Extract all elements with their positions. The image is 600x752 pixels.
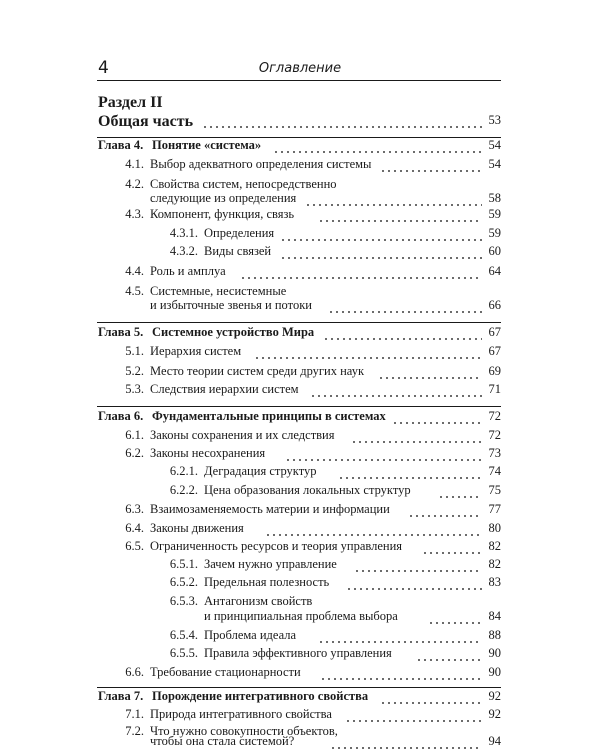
toc-entry-title: Иерархия систем: [150, 344, 242, 358]
dot-leader: [285, 459, 482, 461]
toc-entry-page: 75: [488, 483, 501, 497]
dot-leader: [310, 395, 482, 397]
toc-entry-title: Фундаментальные принципы в системах: [152, 409, 386, 423]
dot-leader: [422, 552, 482, 554]
section-number: 7.2.: [125, 724, 144, 738]
toc-entry-page: 82: [488, 539, 501, 553]
toc-entry-title: Общая часть: [98, 113, 194, 130]
toc-entry-title: Выбор адекватного определения системы: [150, 157, 372, 171]
dot-leader: [380, 170, 482, 172]
section-number: 6.3.: [125, 502, 144, 516]
dot-leader: [416, 659, 482, 661]
toc-entry[interactable]: [0, 502, 600, 520]
toc-entry-title: Роль и амплуа: [150, 264, 226, 278]
dot-leader: [202, 126, 482, 128]
toc-entry-title: Деградация структур: [204, 464, 317, 478]
dot-leader: [338, 477, 482, 479]
toc-entry-page: 90: [488, 665, 501, 679]
toc-entry[interactable]: [0, 382, 600, 400]
toc-entry-title: Системные, несистемные: [150, 284, 287, 298]
chapter-label: Глава 4.: [98, 138, 144, 152]
toc-entry-title: Зачем нужно управление: [204, 557, 337, 571]
chapter-rule: [97, 322, 501, 323]
section-number: 6.5.: [125, 539, 144, 553]
dot-leader: [323, 338, 482, 340]
toc-entry-continuation[interactable]: [0, 298, 600, 316]
section-number: 5.1.: [125, 344, 144, 358]
toc-entry[interactable]: [0, 226, 600, 244]
toc-entry-page: 67: [488, 325, 501, 339]
toc-entry-title-cont: и принципиальная проблема выбора: [204, 609, 398, 623]
toc-entry-title: Системное устройство Мира: [152, 325, 315, 339]
dot-leader: [392, 422, 482, 424]
toc-entry[interactable]: [0, 207, 600, 225]
toc-entry-continuation[interactable]: [0, 734, 600, 752]
toc-entry-title: Законы движения: [150, 521, 244, 535]
dot-leader: [330, 747, 482, 749]
toc-entry-page: 92: [488, 707, 501, 721]
toc-entry-title: Компонент, функция, связь: [150, 207, 295, 221]
dot-leader: [280, 239, 482, 241]
dot-leader: [280, 257, 482, 259]
toc-entry-page: 88: [488, 628, 501, 642]
toc-entry-page: 94: [488, 734, 501, 748]
toc-entry-page: 74: [488, 464, 501, 478]
toc-entry-title-cont: следующие из определения: [150, 191, 297, 205]
section-number: 6.4.: [125, 521, 144, 535]
subsection-number: 6.5.3.: [169, 594, 198, 608]
section-label: Раздел II: [98, 94, 163, 111]
toc-entry[interactable]: [0, 364, 600, 382]
toc-entry[interactable]: [0, 557, 600, 575]
toc-entry-page: 80: [488, 521, 501, 535]
toc-entry-title-cont: и избыточные звенья и потоки: [150, 298, 312, 312]
dot-leader: [254, 357, 482, 359]
dot-leader: [380, 702, 482, 704]
section-number: 4.2.: [125, 177, 144, 191]
section-number: 4.4.: [125, 264, 144, 278]
dot-leader: [328, 311, 482, 313]
dot-leader: [438, 496, 482, 498]
toc-entry-title: Свойства систем, непосредственно: [150, 177, 337, 191]
toc-entry-title: Определения: [204, 226, 275, 240]
toc-entry-chapter[interactable]: [0, 138, 600, 156]
dot-leader: [428, 622, 482, 624]
toc-entry[interactable]: [0, 575, 600, 593]
toc-entry-title: Место теории систем среди других наук: [150, 364, 365, 378]
toc-entry-page: 53: [488, 113, 501, 127]
dot-leader: [273, 151, 482, 153]
toc-entry-page: 92: [488, 689, 501, 703]
toc-entry[interactable]: [0, 244, 600, 262]
toc-entry[interactable]: [0, 428, 600, 446]
section-number: 5.3.: [125, 382, 144, 396]
toc-entry-page: 60: [488, 244, 501, 258]
section-number: 4.5.: [125, 284, 144, 298]
toc-entry-title-cont: чтобы она стала системой?: [150, 734, 295, 748]
subsection-number: 6.2.1.: [169, 464, 198, 478]
toc-entry-chapter[interactable]: [0, 409, 600, 427]
dot-leader: [346, 588, 482, 590]
toc-entry-title: Правила эффективного управления: [204, 646, 392, 660]
subsection-number: 6.5.4.: [169, 628, 198, 642]
toc-entry[interactable]: [0, 539, 600, 557]
toc-entry[interactable]: [0, 464, 600, 482]
chapter-label: Глава 5.: [98, 325, 144, 339]
chapter-label: Глава 6.: [98, 409, 144, 423]
running-title: Оглавление: [258, 61, 342, 76]
dot-leader: [265, 534, 482, 536]
toc-entry-title: Что нужно совокупности объектов,: [150, 724, 338, 738]
toc-entry-title: Следствия иерархии систем: [150, 382, 299, 396]
toc-entry-title: Требование стационарности: [150, 665, 301, 679]
toc-entry-page: 54: [488, 157, 501, 171]
toc-entry[interactable]: [0, 665, 600, 683]
section-number: 4.3.: [125, 207, 144, 221]
toc-entry-title: Законы несохранения: [150, 446, 266, 460]
toc-entry[interactable]: [0, 483, 600, 501]
toc-entry-title: Взаимозаменяемость материи и информации: [150, 502, 390, 516]
dot-leader: [351, 441, 482, 443]
toc-entry-page: 72: [488, 409, 501, 423]
toc-entry[interactable]: [0, 521, 600, 539]
toc-entry-chapter[interactable]: [0, 689, 600, 707]
dot-leader: [345, 720, 482, 722]
subsection-number: 6.5.2.: [169, 575, 198, 589]
dot-leader: [408, 515, 482, 517]
toc-entry-page: 64: [488, 264, 501, 278]
toc-entry-title: Законы сохранения и их следствия: [150, 428, 335, 442]
toc-entry-part[interactable]: [0, 113, 600, 131]
toc-entry-title: Антагонизм свойств: [204, 594, 313, 608]
subsection-number: 6.5.1.: [169, 557, 198, 571]
toc-entry-title: Природа интегративного свойства: [150, 707, 332, 721]
toc-entry-page: 59: [488, 226, 501, 240]
toc-entry-page: 72: [488, 428, 501, 442]
page-number: 4: [98, 58, 109, 78]
section-number: 5.2.: [125, 364, 144, 378]
toc-entry-title: Предельная полезность: [204, 575, 330, 589]
dot-leader: [354, 570, 482, 572]
toc-entry-page: 73: [488, 446, 501, 460]
toc-entry-title: Цена образования локальных структур: [204, 483, 411, 497]
toc-entry-page: 82: [488, 557, 501, 571]
toc-entry-title: Ограниченность ресурсов и теория управления: [150, 539, 403, 553]
dot-leader: [378, 377, 482, 379]
section-number: 6.1.: [125, 428, 144, 442]
toc-entry-page: 67: [488, 344, 501, 358]
header-rule: [97, 80, 501, 81]
chapter-label: Глава 7.: [98, 689, 144, 703]
toc-entry-page: 69: [488, 364, 501, 378]
toc-entry-page: 59: [488, 207, 501, 221]
toc-entry[interactable]: [0, 628, 600, 646]
toc-entry-title: Порождение интегративного свойства: [152, 689, 369, 703]
toc-entry-continuation[interactable]: [0, 609, 600, 627]
toc-entry-page: 90: [488, 646, 501, 660]
dot-leader: [318, 220, 482, 222]
toc-entry-chapter[interactable]: [0, 325, 600, 343]
subsection-number: 4.3.1.: [169, 226, 198, 240]
dot-leader: [240, 277, 482, 279]
dot-leader: [320, 678, 482, 680]
toc-entry-page: 84: [488, 609, 501, 623]
toc-entry-page: 71: [488, 382, 501, 396]
dot-leader: [305, 204, 482, 206]
section-number: 4.1.: [125, 157, 144, 171]
toc-entry[interactable]: [0, 264, 600, 282]
dot-leader: [318, 641, 482, 643]
chapter-rule: [97, 687, 501, 688]
toc-entry-title: Проблема идеала: [204, 628, 297, 642]
subsection-number: 6.5.5.: [169, 646, 198, 660]
toc-entry-page: 77: [488, 502, 501, 516]
toc-entry-title: Понятие «система»: [152, 138, 262, 152]
toc-entry-page: 54: [488, 138, 501, 152]
toc-entry[interactable]: [0, 157, 600, 175]
toc-entry-title: Виды связей: [204, 244, 272, 258]
subsection-number: 4.3.2.: [169, 244, 198, 258]
toc-entry[interactable]: [0, 646, 600, 664]
toc-entry-page: 58: [488, 191, 501, 205]
toc-entry[interactable]: [0, 344, 600, 362]
toc-entry[interactable]: [0, 446, 600, 464]
toc-entry-page: 66: [488, 298, 501, 312]
section-number: 6.6.: [125, 665, 144, 679]
subsection-number: 6.2.2.: [169, 483, 198, 497]
toc-entry-page: 83: [488, 575, 501, 589]
chapter-rule: [97, 406, 501, 407]
section-number: 7.1.: [125, 707, 144, 721]
section-number: 6.2.: [125, 446, 144, 460]
toc-entry[interactable]: [0, 707, 600, 725]
